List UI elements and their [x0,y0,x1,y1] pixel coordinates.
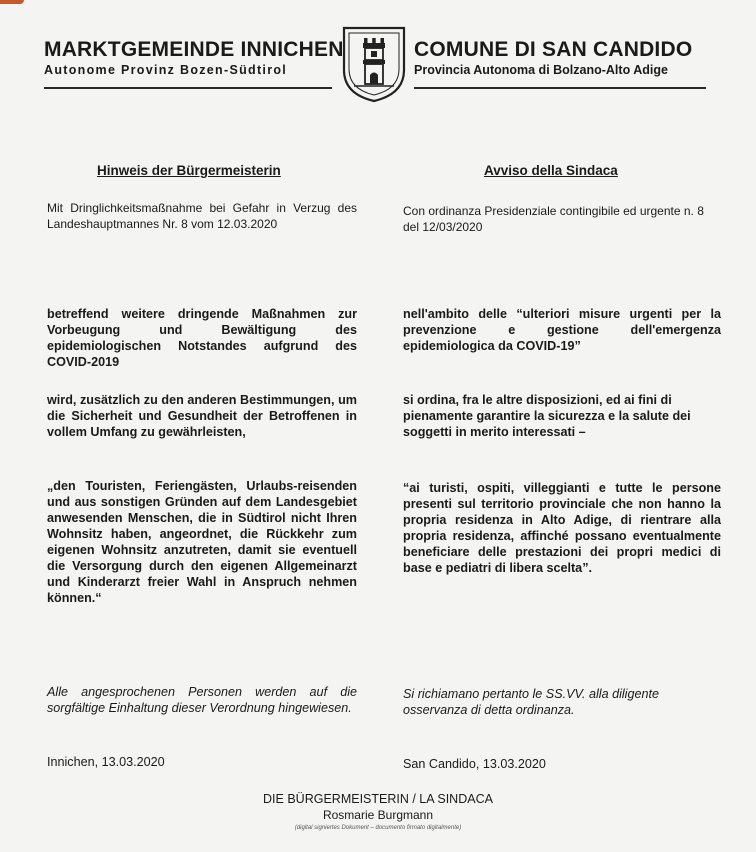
province-subtitle-italian: Provincia Autonoma di Bolzano-Alto Adige [414,63,668,77]
italian-paragraph-2: si ordina, fra le altre disposizioni, ed ai fini di pienamente garantire la sicurezza e la salute dei soggetti in merito interessati – [403,393,691,439]
italian-paragraph-1: nell'ambito delle “ulteriori misure urgenti per la prevenzione e gestione dell'emergenza epidemiologica da COVID-19” [403,307,721,353]
page-corner-mark [0,0,24,4]
header-right [414,38,714,77]
italian-closing: Si richiamano pertanto le SS.VV. alla diligente osservanza di detta ordinanza. [403,687,659,717]
german-closing: Alle angesprochenen Personen werden auf die sorgfältige Einhaltung dieser Verordnung hingewiesen. [47,685,357,715]
signature-title: DIE BÜRGERMEISTERIN / LA SINDACA [263,792,493,806]
german-paragraph-1: betreffend weitere dringende Maßnahmen zur Vorbeugung und Bewältigung des epidemiologischen Notstandes aufgrund des COVID-2019 [47,307,357,369]
italian-intro: Con ordinanza Presidenziale contingibile ed urgente n. 8 del 12/03/2020 [403,204,704,234]
digital-signature-note: (digital signiertes Dokument – documento firmato digitalmente) [294,825,462,831]
german-paragraph-3: „den Touristen, Feriengästen, Urlaubs-reisenden und aus sonstigen Gründen auf dem Landesgebiet anwesenden Menschen, die in Südtirol nicht Ihren Wohnsitz haben, angeordnet, die Rückkehr zum eigenen Wohnsitz anzutreten, damit sie eventuell die Versorgung durch den eigenen Allgemeinarzt und Kinderarzt freier Wahl in Anspruch nehmen können.“ [47,479,357,605]
header-rule-left [44,87,332,89]
header-rule-right [414,87,706,89]
municipality-title-german: MARKTGEMEINDE INNICHEN [44,38,344,61]
header-left [44,38,344,77]
heading-german: Hinweis der Bürgermeisterin [97,163,281,178]
german-intro: Mit Dringlichkeitsmaßnahme bei Gefahr in Verzug des Landeshauptmannes Nr. 8 vom 12.03.2020 [47,201,357,231]
german-paragraph-2: wird, zusätzlich zu den anderen Bestimmungen, um die Sicherheit und Gesundheit der Betroffenen in vollem Umfang zu gewährleisten, [47,393,357,439]
heading-italian: Avviso della Sindaca [484,163,618,178]
italian-paragraph-3: “ai turisti, ospiti, villeggianti e tutte le persone presenti sul territorio provinciale che non hanno la propria residenza in Alto Adige, di rientrare alla propria residenza, affinché possano eventualmente beneficiare delle prestazioni dei propri medici di base e pediatri di libera scelta”. [403,481,721,575]
municipality-title-italian: COMUNE DI SAN CANDIDO [414,38,693,61]
italian-place-date: San Candido, 13.03.2020 [403,757,546,771]
province-subtitle-german: Autonome Provinz Bozen-Südtirol [44,63,288,77]
signature-name: Rosmarie Burgmann [322,808,434,822]
german-place-date: Innichen, 13.03.2020 [47,755,165,769]
coat-of-arms-icon [340,24,408,104]
